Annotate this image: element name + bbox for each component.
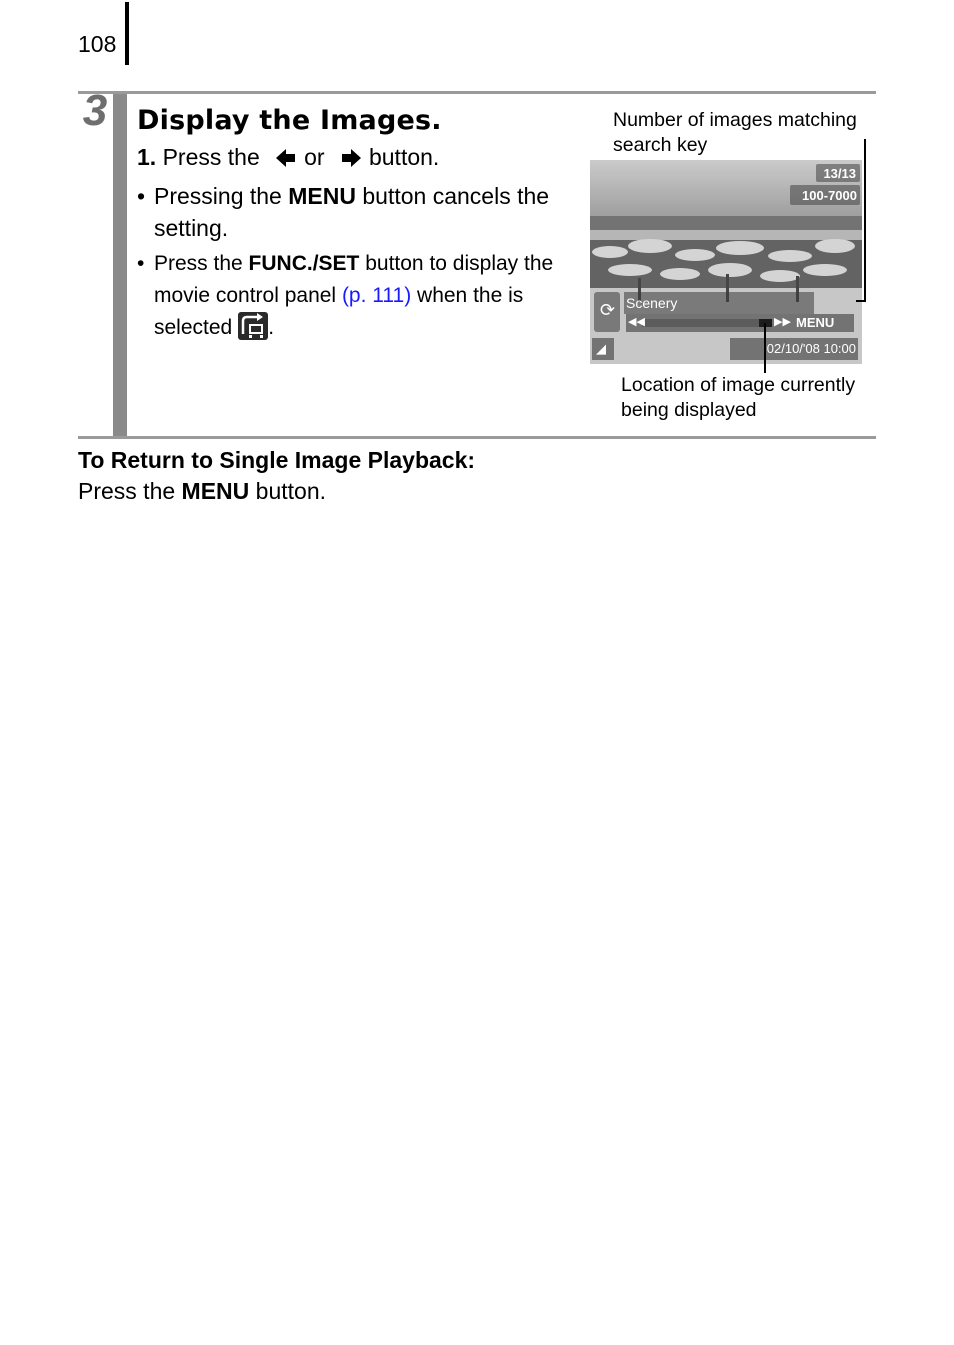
step-bottom-rule bbox=[78, 436, 876, 439]
bullet-text bbox=[154, 248, 556, 344]
return-text-suffix: button. bbox=[249, 478, 327, 504]
step-number: 3 bbox=[82, 86, 108, 135]
camera-screen bbox=[590, 160, 862, 364]
instruction-prefix: Press the bbox=[162, 144, 260, 170]
bullet-text-end: . bbox=[268, 316, 275, 339]
return-section-title: To Return to Single Image Playback: bbox=[78, 447, 476, 473]
left-arrow-icon bbox=[276, 147, 296, 174]
image-counter: 13/13 bbox=[823, 166, 856, 181]
page-link[interactable]: (p. 111) bbox=[341, 284, 412, 307]
instruction-suffix: button. bbox=[368, 144, 440, 170]
screen-rotate-icon: ⟳ bbox=[600, 300, 616, 320]
func-set-key: FUNC./SET bbox=[248, 252, 360, 275]
menu-key: MENU bbox=[181, 478, 250, 504]
screen-protect-icon: ◢ bbox=[596, 341, 606, 356]
folder-number: 100-7000 bbox=[802, 188, 857, 203]
bullet-text-prefix: Press the bbox=[154, 252, 249, 275]
step-side-bar bbox=[113, 94, 127, 436]
screen-forward-icon: ▶▶ bbox=[774, 316, 791, 328]
bullet-text-suffix: button cancels the setting. bbox=[154, 183, 550, 241]
page-number: 108 bbox=[78, 31, 117, 57]
screen-rewind-icon: ◀◀ bbox=[628, 316, 645, 328]
bullet-text-suffix: when the is selected bbox=[154, 284, 524, 339]
category-label: Scenery bbox=[626, 295, 678, 311]
return-section-text bbox=[78, 478, 326, 505]
progress-fill bbox=[642, 319, 759, 327]
movie-filter-icon bbox=[238, 312, 268, 340]
step-box bbox=[78, 86, 876, 439]
callout-image-count: Number of images matching search key bbox=[613, 109, 857, 156]
instruction-line bbox=[137, 144, 439, 174]
instruction-or: or bbox=[304, 144, 325, 170]
step-title: Display the Images. bbox=[137, 105, 442, 136]
callout-line bbox=[856, 300, 866, 302]
bullet-dot: • bbox=[137, 183, 146, 209]
bullet-text-middle: button to display the movie control panel bbox=[154, 252, 554, 307]
instruction-number: 1. bbox=[137, 144, 157, 170]
bullet-text bbox=[154, 180, 564, 244]
callout-current-location: Location of image currently being displayed bbox=[621, 374, 856, 421]
step-top-rule bbox=[78, 91, 876, 94]
bullet-text-prefix: Pressing the bbox=[154, 183, 289, 209]
page-number-bar bbox=[125, 2, 129, 65]
bullet-dot: • bbox=[137, 252, 145, 275]
callout-line bbox=[864, 139, 866, 302]
screen-menu-label: MENU bbox=[796, 315, 835, 330]
screen-date: 02/10/'08 10:00 bbox=[766, 341, 856, 356]
return-text-prefix: Press the bbox=[78, 478, 182, 504]
callout-line bbox=[764, 323, 766, 373]
right-arrow-icon bbox=[341, 147, 361, 174]
menu-key: MENU bbox=[288, 183, 356, 209]
